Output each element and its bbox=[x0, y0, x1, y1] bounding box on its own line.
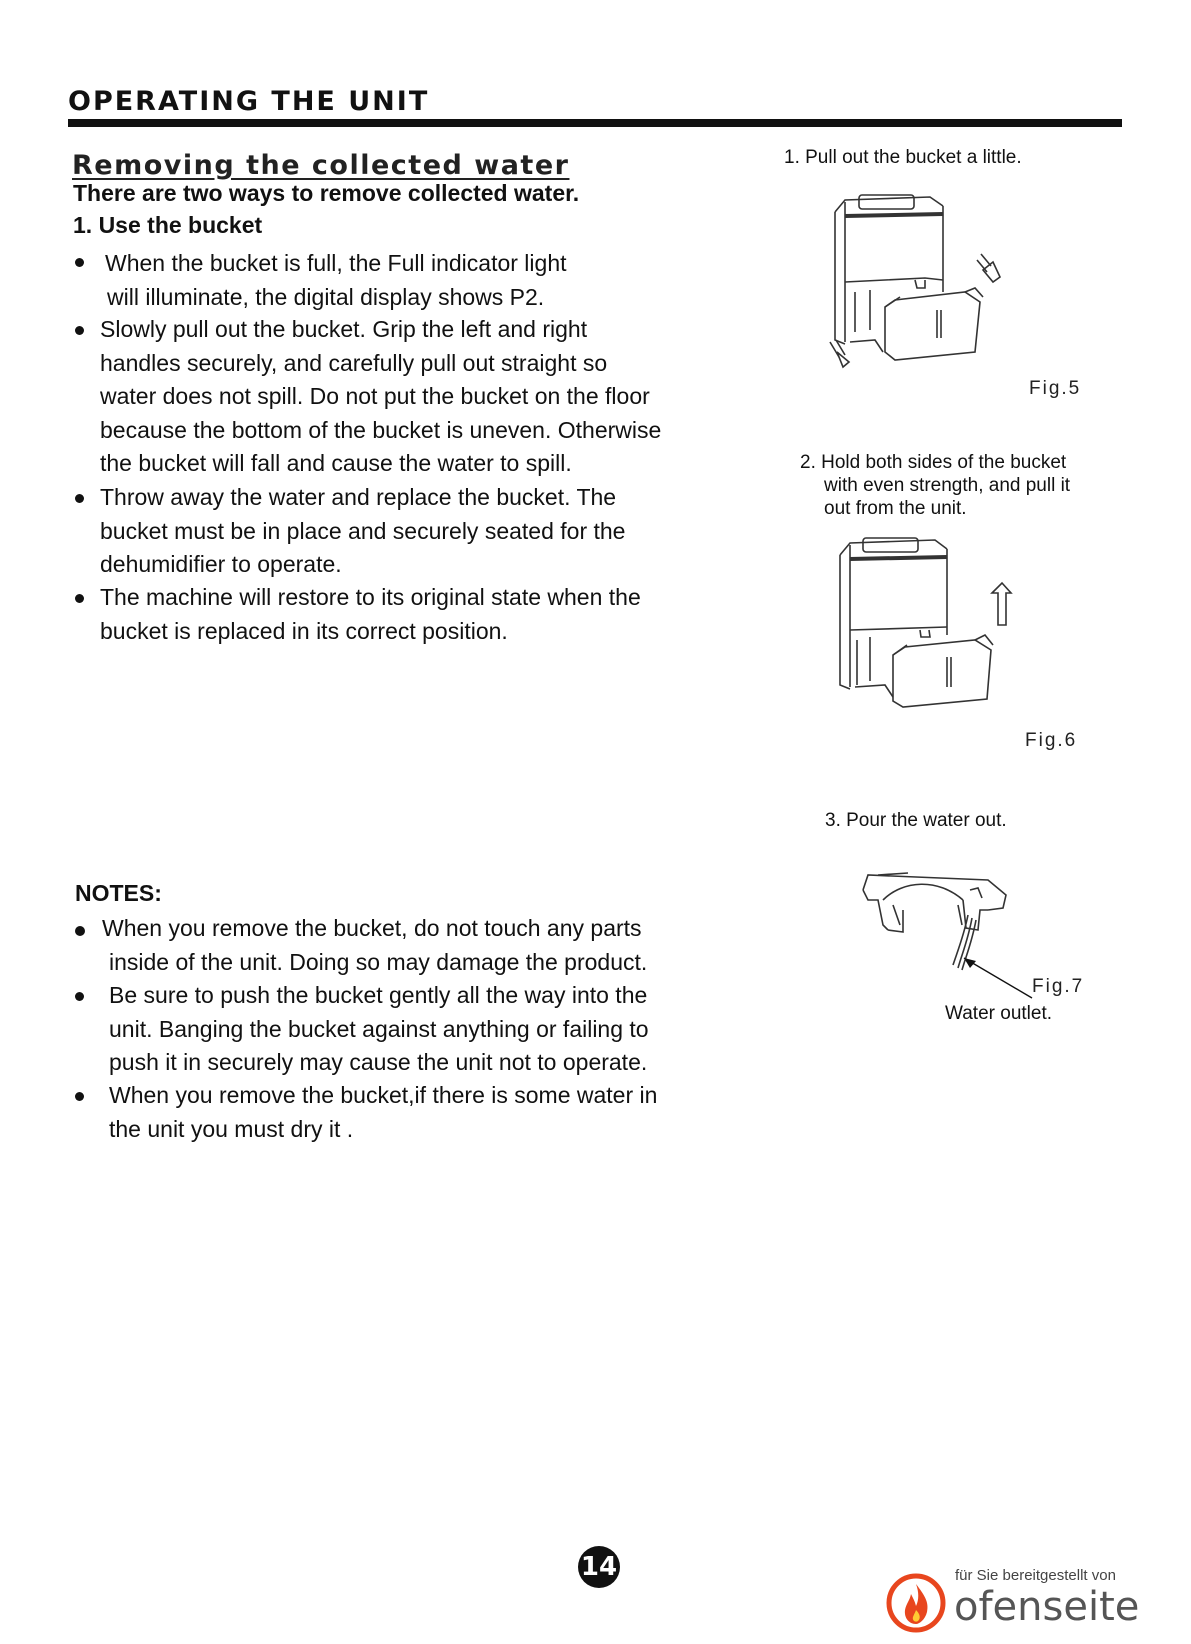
bullet-item bbox=[73, 313, 661, 481]
bullet-item bbox=[73, 247, 567, 314]
bullet-line: When the bucket is full, the Full indicator light bbox=[105, 250, 567, 276]
bullet-line: will illuminate, the digital display shows P2. bbox=[107, 283, 545, 310]
note-item bbox=[75, 1079, 657, 1146]
step2-line: with even strength, and pull it bbox=[824, 475, 1071, 496]
bullet-line: the bucket will fall and cause the water to spill. bbox=[100, 450, 572, 476]
bullet-item bbox=[73, 581, 641, 648]
bullet-item bbox=[73, 481, 625, 582]
note-line: When you remove the bucket, do not touch any parts bbox=[102, 915, 642, 941]
bullet-line: Throw away the water and replace the bucket. The bbox=[100, 484, 617, 510]
bullet-line: handles securely, and carefully pull out straight so bbox=[100, 349, 608, 376]
bullet-line: The machine will restore to its original state when the bbox=[100, 584, 641, 610]
bullet-line: dehumidifier to operate. bbox=[100, 551, 342, 577]
note-line: unit. Banging the bucket against anything or failing to bbox=[109, 1015, 649, 1042]
subsection-title: Removing the collected water bbox=[72, 150, 570, 181]
intro-text: There are two ways to remove collected water. bbox=[73, 180, 580, 206]
header-rule bbox=[68, 119, 1122, 127]
brand-name: ofenseite bbox=[954, 1584, 1140, 1630]
note-item bbox=[75, 912, 647, 979]
notes-heading: NOTES: bbox=[75, 880, 162, 906]
credit-line: für Sie bereitgestellt von bbox=[955, 1567, 1116, 1584]
method-heading: 1. Use the bucket bbox=[73, 212, 263, 238]
page-number: 14 bbox=[578, 1546, 620, 1588]
bullet-line: Slowly pull out the bucket. Grip the left and right bbox=[100, 316, 588, 342]
step2-caption bbox=[800, 451, 1070, 520]
water-outlet-label: Water outlet. bbox=[945, 1003, 1053, 1024]
bullet-dot bbox=[75, 992, 84, 1001]
pointer-arrow bbox=[960, 955, 1040, 1005]
bullet-line: water does not spill. Do not put the bucket on the floor bbox=[100, 383, 650, 409]
fig7-label: Fig.7 bbox=[1032, 976, 1085, 997]
bullet-line: bucket is replaced in its correct position. bbox=[100, 617, 508, 644]
bullet-dot bbox=[75, 926, 85, 936]
fig6-illustration bbox=[835, 535, 1035, 715]
bullet-dot bbox=[75, 594, 84, 603]
note-line: push it in securely may cause the unit not to operate. bbox=[109, 1049, 648, 1075]
bullet-dot bbox=[75, 326, 84, 335]
note-line: Be sure to push the bucket gently all the way into the bbox=[109, 982, 648, 1008]
note-item bbox=[75, 979, 649, 1080]
note-line: the unit you must dry it . bbox=[109, 1115, 354, 1142]
bullet-dot bbox=[75, 258, 84, 267]
section-header: OPERATING THE UNIT bbox=[68, 86, 430, 117]
note-line: When you remove the bucket,if there is some water in bbox=[109, 1082, 658, 1108]
note-line: inside of the unit. Doing so may damage the product. bbox=[109, 948, 648, 975]
flame-logo-icon bbox=[885, 1572, 947, 1634]
step3-caption: 3. Pour the water out. bbox=[825, 810, 1007, 831]
step1-caption: 1. Pull out the bucket a little. bbox=[784, 147, 1022, 168]
bullet-line: because the bottom of the bucket is uneven. Otherwise bbox=[100, 416, 662, 443]
fig5-illustration bbox=[825, 192, 1025, 387]
fig5-label: Fig.5 bbox=[1029, 378, 1082, 399]
step2-line: 2. Hold both sides of the bucket bbox=[800, 452, 1067, 473]
bullet-line: bucket must be in place and securely seated for the bbox=[100, 517, 626, 544]
bullet-dot bbox=[75, 1092, 84, 1101]
fig6-label: Fig.6 bbox=[1025, 730, 1078, 751]
bullet-dot bbox=[75, 494, 84, 503]
step2-line: out from the unit. bbox=[824, 498, 967, 519]
